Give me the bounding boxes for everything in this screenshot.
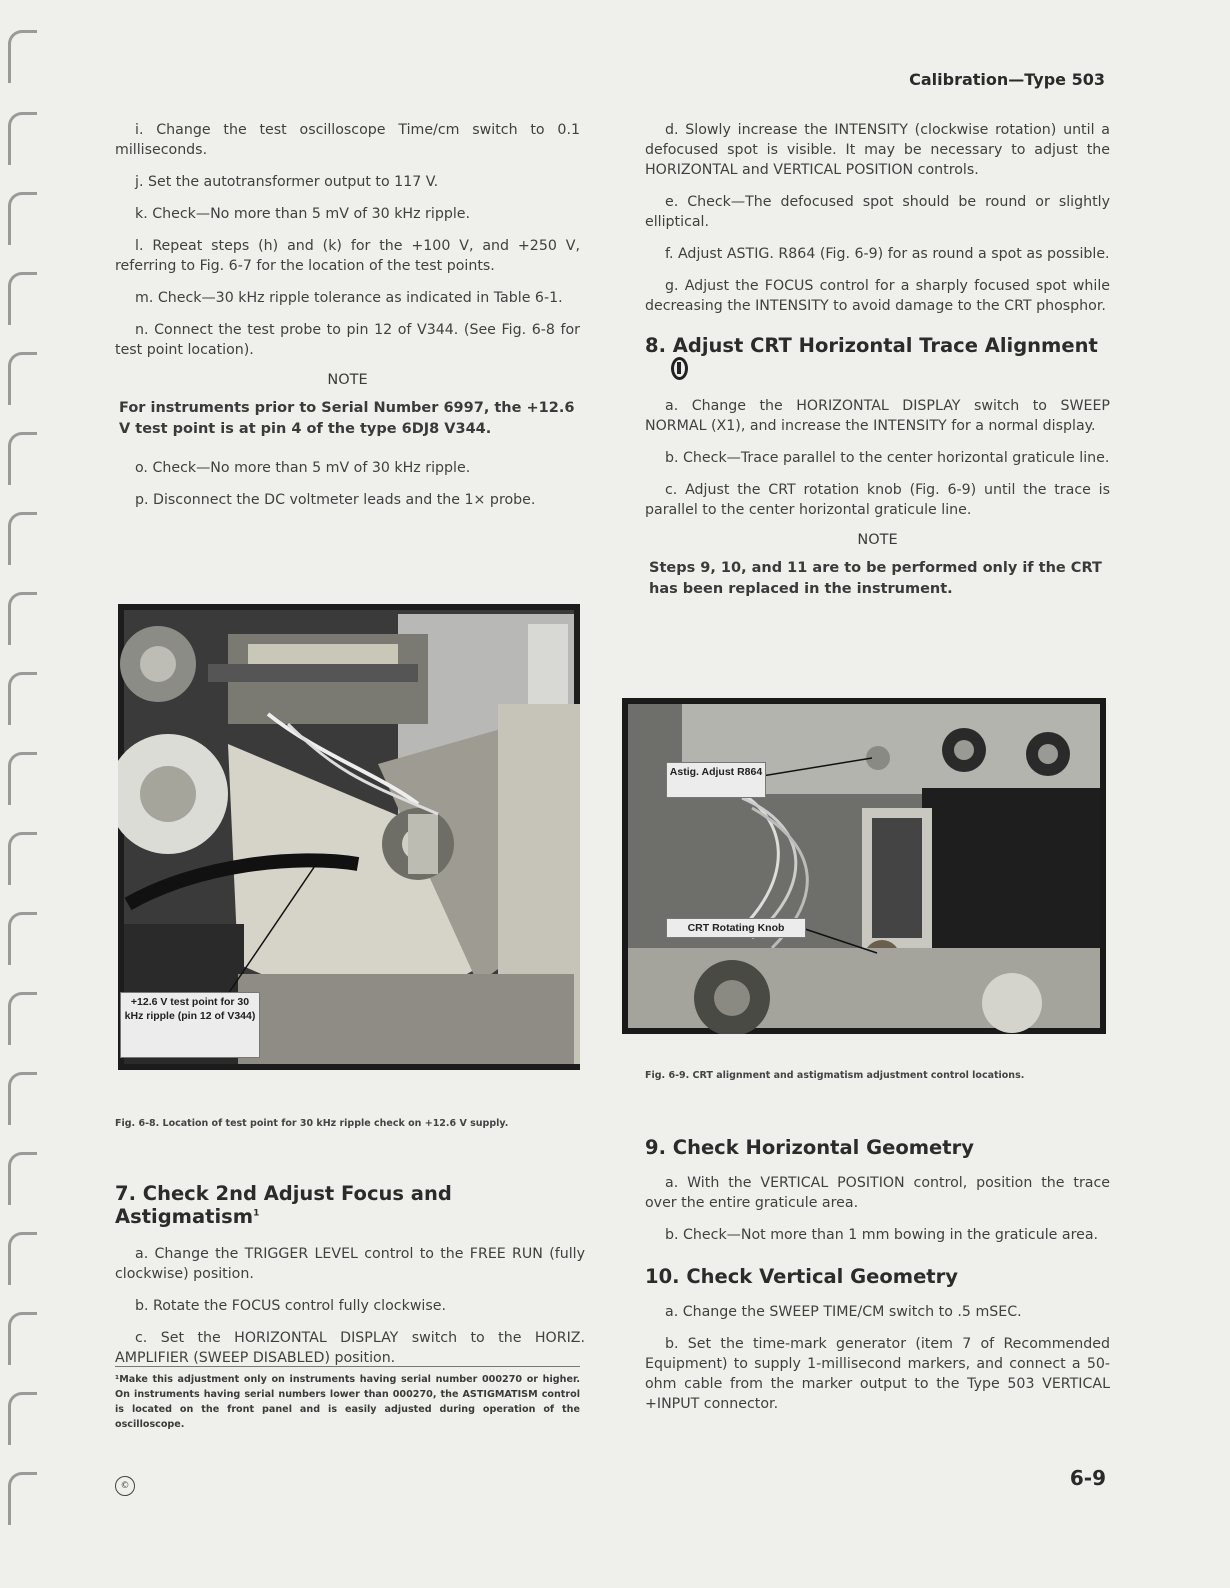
crt-rotating-knob-label: CRT Rotating Knob: [666, 918, 806, 938]
binding-ring: [8, 512, 37, 565]
step-o: o. Check—No more than 5 mV of 30 kHz ripple.: [135, 460, 471, 476]
binding-ring: [8, 592, 37, 645]
section-7-heading-text: 7. Check 2nd Adjust Focus and Astigmatism: [115, 1182, 452, 1228]
binding-ring: [8, 112, 37, 165]
footnote-marker: 1: [253, 1208, 260, 1219]
step-m: m. Check—30 kHz ripple tolerance as indicated in Table 6-1.: [135, 290, 563, 306]
section-8-heading-text: 8. Adjust CRT Horizontal Trace Alignment: [645, 334, 1098, 357]
section-9-step-a: a. With the VERTICAL POSITION control, position the trace over the entire graticule area.: [645, 1175, 1110, 1211]
section-7-step-g: g. Adjust the FOCUS control for a sharply focused spot while decreasing the INTENSITY to avoid damage to the CRT phosphor.: [645, 278, 1110, 314]
running-header: Calibration—Type 503: [909, 70, 1105, 89]
binding-ring: [8, 912, 37, 965]
section-8-note-body: Steps 9, 10, and 11 are to be performed only if the CRT has been replaced in the instrument.: [649, 560, 1102, 597]
copyright-symbol: ©: [115, 1476, 135, 1496]
binding-ring: [8, 432, 37, 485]
binding-ring: [8, 752, 37, 805]
section-8-step-a: a. Change the HORIZONTAL DISPLAY switch to SWEEP NORMAL (X1), and increase the INTENSITY for a normal display.: [645, 398, 1110, 434]
right-column: [645, 120, 1110, 618]
binding-ring: [8, 832, 37, 885]
note-body: For instruments prior to Serial Number 6997, the +12.6 V test point is at pin 4 of the type 6DJ8 V344.: [119, 400, 575, 437]
binding-ring: [8, 1232, 37, 1285]
section-7-step-e: e. Check—The defocused spot should be round or slightly elliptical.: [645, 194, 1110, 230]
section-8-note-title: NOTE: [857, 532, 898, 548]
adjustment-symbol-icon: [671, 357, 688, 380]
section-7: [115, 1182, 585, 1380]
figure-6-8-caption: Fig. 6-8. Location of test point for 30 kHz ripple check on +12.6 V supply.: [115, 1118, 509, 1129]
step-i: i. Change the test oscilloscope Time/cm switch to 0.1 milliseconds.: [115, 122, 580, 158]
page-number: 6-9: [1069, 1466, 1106, 1490]
spiral-binding: [0, 0, 44, 1588]
section-10-step-a: a. Change the SWEEP TIME/CM switch to .5 mSEC.: [665, 1304, 1022, 1320]
step-p: p. Disconnect the DC voltmeter leads and the 1× probe.: [135, 492, 536, 508]
left-column: [115, 120, 580, 522]
section-7-heading: [115, 1182, 585, 1228]
section-7-step-a: a. Change the TRIGGER LEVEL control to the FREE RUN (fully clockwise) position.: [115, 1246, 585, 1282]
section-7-step-f: f. Adjust ASTIG. R864 (Fig. 6-9) for as round a spot as possible.: [665, 246, 1110, 262]
section-10-heading: 10. Check Vertical Geometry: [645, 1265, 958, 1288]
section-9-step-b: b. Check—Not more than 1 mm bowing in the graticule area.: [665, 1227, 1099, 1243]
binding-ring: [8, 1312, 37, 1365]
footnote: ¹Make this adjustment only on instruments having serial number 000270 or higher. On instruments having serial numbers lower than 000270, the ASTIGMATISM control is located on the front panel and is easily adjusted during operation of the oscilloscope.: [115, 1374, 580, 1430]
binding-ring: [8, 30, 37, 83]
section-8-step-c: c. Adjust the CRT rotation knob (Fig. 6-9) until the trace is parallel to the center horizontal graticule line.: [645, 482, 1110, 518]
section-9-10: [645, 1136, 1110, 1426]
section-8-step-b: b. Check—Trace parallel to the center horizontal graticule line.: [665, 450, 1110, 466]
section-10-step-b: b. Set the time-mark generator (item 7 of Recommended Equipment) to supply 1-millisecond markers, and connect a 50-ohm cable from the marker output to the Type 503 VERTICAL +INPUT connector.: [645, 1336, 1110, 1412]
section-8-heading: [645, 334, 1110, 382]
figure-6-9-caption: Fig. 6-9. CRT alignment and astigmatism adjustment control locations.: [645, 1070, 1025, 1081]
section-7-step-d: d. Slowly increase the INTENSITY (clockwise rotation) until a defocused spot is visible. It may be necessary to adjust the HORIZONTAL and VERTICAL POSITION controls.: [645, 122, 1110, 178]
binding-ring: [8, 1152, 37, 1205]
binding-ring: [8, 352, 37, 405]
binding-ring: [8, 272, 37, 325]
binding-ring: [8, 992, 37, 1045]
crt-assembly-photo: [622, 698, 1106, 1034]
binding-ring: [8, 1472, 37, 1525]
step-k: k. Check—No more than 5 mV of 30 kHz ripple.: [135, 206, 471, 222]
section-7-step-b: b. Rotate the FOCUS control fully clockwise.: [135, 1298, 446, 1314]
binding-ring: [8, 1072, 37, 1125]
step-j: j. Set the autotransformer output to 117 V.: [135, 174, 439, 190]
section-7-step-c: c. Set the HORIZONTAL DISPLAY switch to the HORIZ. AMPLIFIER (SWEEP DISABLED) position.: [115, 1330, 585, 1366]
binding-ring: [8, 192, 37, 245]
test-point-label: +12.6 V test point for 30 kHz ripple (pin 12 of V344): [120, 992, 260, 1058]
section-9-heading: 9. Check Horizontal Geometry: [645, 1136, 974, 1159]
note-title: NOTE: [327, 372, 368, 388]
figure-6-8-photo: [118, 604, 580, 1070]
step-l: l. Repeat steps (h) and (k) for the +100 V, and +250 V, referring to Fig. 6-7 for the location of the test points.: [115, 238, 580, 274]
step-n: n. Connect the test probe to pin 12 of V344. (See Fig. 6-8 for test point location).: [115, 322, 580, 358]
binding-ring: [8, 672, 37, 725]
binding-ring: [8, 1392, 37, 1445]
astig-adjust-label: Astig. Adjust R864: [666, 762, 766, 798]
figure-6-9-photo: [622, 698, 1106, 1034]
footnote-rule: [115, 1366, 580, 1367]
